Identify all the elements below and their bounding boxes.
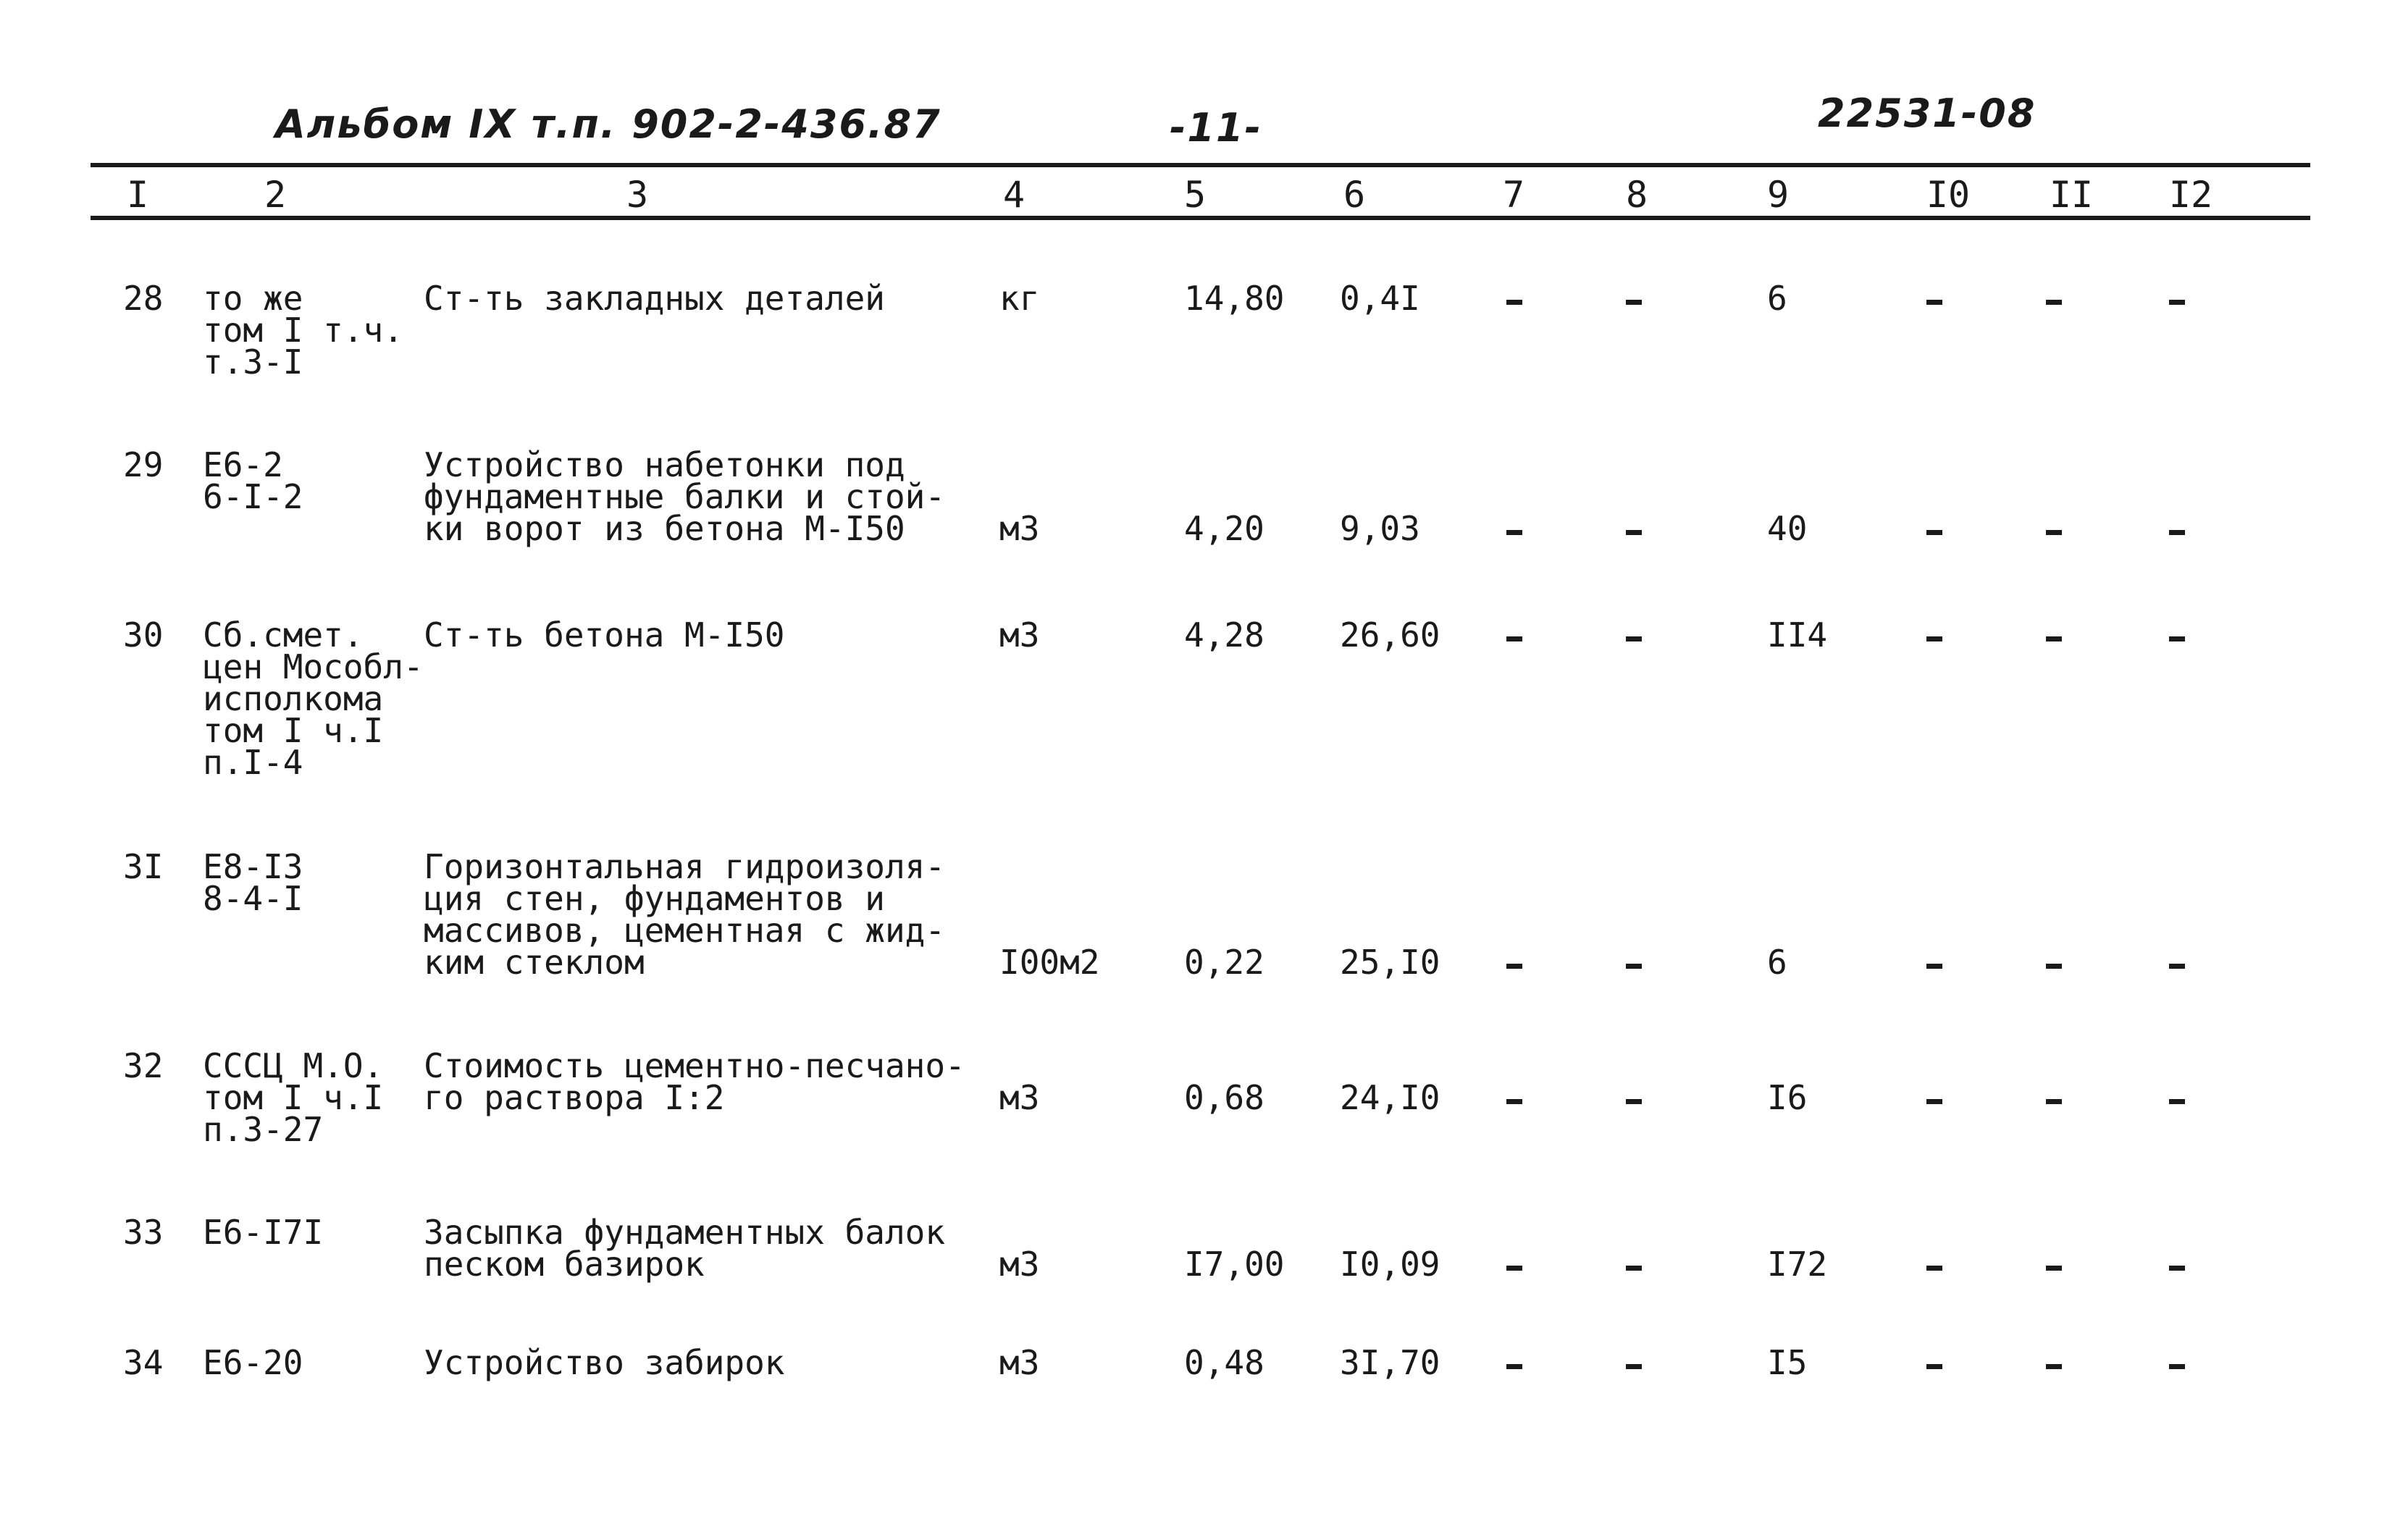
row-total: 6 <box>1767 279 1787 318</box>
row-quantity: I7,00 <box>1184 1245 1285 1284</box>
document-code: 22531-08 <box>1818 91 2037 136</box>
row-reference: то же том I т.ч. т.3-I <box>203 279 403 382</box>
row-quantity: 0,22 <box>1184 943 1264 982</box>
row-unit: м3 <box>999 1078 1040 1117</box>
row-reference: Е6-20 <box>203 1343 303 1382</box>
row-c12-dash <box>2169 1364 2185 1369</box>
row-reference: Сб.смет. цен Мособл- исполкома том I ч.I п.I-4 <box>203 615 424 782</box>
column-number: 7 <box>1502 174 1525 216</box>
row-description: Устройство забирок <box>424 1343 785 1382</box>
row-total: I5 <box>1767 1343 1808 1382</box>
row-c7-dash <box>1506 964 1522 969</box>
column-number: 8 <box>1625 174 1648 216</box>
row-c8-dash <box>1626 530 1642 535</box>
row-c12-dash <box>2169 300 2185 305</box>
row-unit: м3 <box>999 1343 1040 1382</box>
row-c11-dash <box>2046 1364 2062 1369</box>
row-number: 32 <box>123 1046 164 1085</box>
row-total: 40 <box>1767 509 1808 548</box>
album-reference: Альбом IX т.п. 902-2-436.87 <box>275 101 941 147</box>
row-unit-price: 25,I0 <box>1340 943 1440 982</box>
row-description: Ст-ть бетона М-I50 <box>424 615 785 655</box>
row-number: 28 <box>123 279 164 318</box>
header-rule-top <box>91 163 2310 167</box>
row-unit-price: 26,60 <box>1340 615 1440 655</box>
row-c10-dash <box>1926 530 1942 535</box>
row-c7-dash <box>1506 1266 1522 1271</box>
row-c10-dash <box>1926 1099 1942 1104</box>
column-number: II <box>2049 174 2094 216</box>
header-rule-bottom <box>91 216 2310 220</box>
row-total: 6 <box>1767 943 1787 982</box>
row-total: I72 <box>1767 1245 1828 1284</box>
column-number: I0 <box>1926 174 1971 216</box>
row-quantity: 0,48 <box>1184 1343 1264 1382</box>
row-c8-dash <box>1626 1364 1642 1369</box>
row-c10-dash <box>1926 300 1942 305</box>
page-number: -11- <box>1170 105 1262 151</box>
row-unit-price: 3I,70 <box>1340 1343 1440 1382</box>
row-c7-dash <box>1506 300 1522 305</box>
row-c7-dash <box>1506 636 1522 641</box>
row-quantity: 0,68 <box>1184 1078 1264 1117</box>
row-quantity: 4,20 <box>1184 509 1264 548</box>
row-c11-dash <box>2046 530 2062 535</box>
row-c8-dash <box>1626 1099 1642 1104</box>
row-unit: кг <box>999 279 1040 318</box>
row-c11-dash <box>2046 300 2062 305</box>
row-c10-dash <box>1926 636 1942 641</box>
row-c12-dash <box>2169 636 2185 641</box>
row-c12-dash <box>2169 964 2185 969</box>
row-unit-price: 0,4I <box>1340 279 1420 318</box>
row-c12-dash <box>2169 1266 2185 1271</box>
row-c10-dash <box>1926 1266 1942 1271</box>
row-c8-dash <box>1626 964 1642 969</box>
row-number: 3I <box>123 847 164 886</box>
column-number: I2 <box>2168 174 2213 216</box>
row-c10-dash <box>1926 964 1942 969</box>
column-number: 5 <box>1183 174 1207 216</box>
row-reference: Е6-2 6-I-2 <box>203 445 303 516</box>
row-c8-dash <box>1626 300 1642 305</box>
row-c11-dash <box>2046 636 2062 641</box>
row-c12-dash <box>2169 1099 2185 1104</box>
column-number: 4 <box>1002 174 1025 216</box>
row-c7-dash <box>1506 530 1522 535</box>
row-unit-price: 9,03 <box>1340 509 1420 548</box>
row-reference: Е8-I3 8-4-I <box>203 847 303 918</box>
row-description: Засыпка фундаментных балок песком базирок <box>424 1213 946 1284</box>
row-number: 33 <box>123 1213 164 1252</box>
row-c7-dash <box>1506 1364 1522 1369</box>
row-quantity: 14,80 <box>1184 279 1285 318</box>
row-quantity: 4,28 <box>1184 615 1264 655</box>
row-c8-dash <box>1626 636 1642 641</box>
row-unit: м3 <box>999 1245 1040 1284</box>
row-number: 30 <box>123 615 164 655</box>
row-unit-price: 24,I0 <box>1340 1078 1440 1117</box>
row-description: Горизонтальная гидроизоля- ция стен, фундаментов и массивов, цементная с жид- ким стеклом <box>424 847 946 982</box>
row-reference: СССЦ М.О. том I ч.I п.3-27 <box>203 1046 384 1149</box>
row-c11-dash <box>2046 1099 2062 1104</box>
row-description: Стоимость цементно-песчано- го раствора I:2 <box>424 1046 965 1117</box>
row-reference: Е6-I7I <box>203 1213 324 1252</box>
row-total: I6 <box>1767 1078 1808 1117</box>
row-number: 34 <box>123 1343 164 1382</box>
row-c8-dash <box>1626 1266 1642 1271</box>
row-description: Устройство набетонки под фундаментные балки и стой- ки ворот из бетона М-I50 <box>424 445 946 548</box>
column-number: 9 <box>1766 174 1790 216</box>
column-number: 6 <box>1343 174 1366 216</box>
row-c10-dash <box>1926 1364 1942 1369</box>
row-c7-dash <box>1506 1099 1522 1104</box>
row-unit: I00м2 <box>999 943 1100 982</box>
column-number: I <box>126 174 149 216</box>
row-c11-dash <box>2046 1266 2062 1271</box>
row-c11-dash <box>2046 964 2062 969</box>
column-number: 2 <box>264 174 287 216</box>
row-total: II4 <box>1767 615 1828 655</box>
row-description: Ст-ть закладных деталей <box>424 279 885 318</box>
row-c12-dash <box>2169 530 2185 535</box>
row-unit: м3 <box>999 615 1040 655</box>
column-number: 3 <box>626 174 649 216</box>
row-number: 29 <box>123 445 164 484</box>
row-unit: м3 <box>999 509 1040 548</box>
row-unit-price: I0,09 <box>1340 1245 1440 1284</box>
